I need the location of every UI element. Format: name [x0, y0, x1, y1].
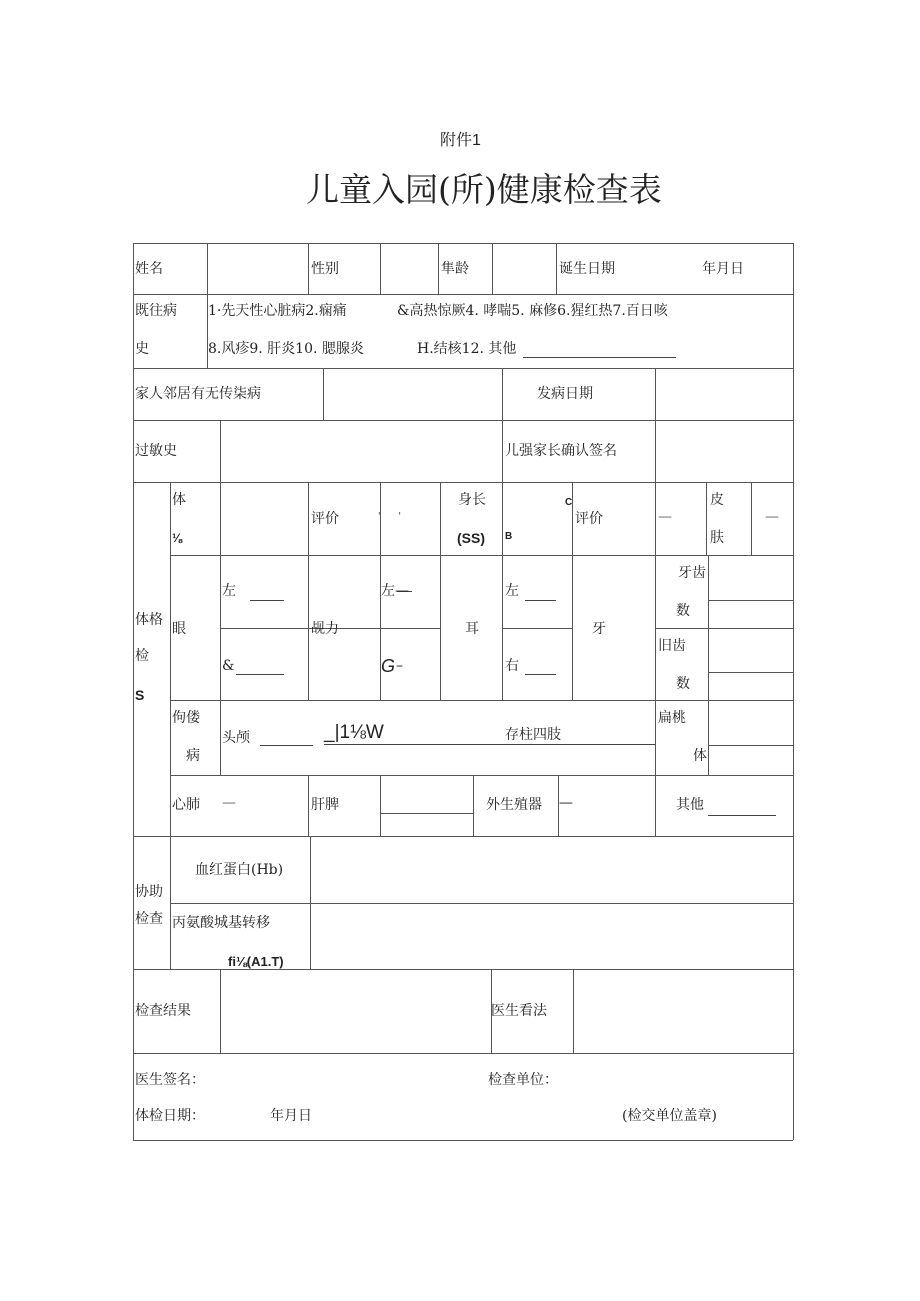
tick-marks: ' ': [378, 512, 401, 522]
grid-line: [133, 1140, 793, 1141]
grid-line: [170, 775, 793, 776]
grid-line: [133, 836, 793, 837]
vision-left-label: 左—: [381, 583, 409, 599]
blank-underline: [523, 357, 676, 358]
grid-line: [655, 420, 656, 482]
vision-label: 觇力: [311, 621, 339, 637]
spine-label: 存柱四肢: [505, 727, 561, 743]
eye-left-label: 左: [222, 583, 236, 599]
blank-underline: [260, 745, 313, 746]
heart-lung-label: 心肺: [172, 797, 200, 813]
page-title: 儿童入园(所)健康检查表: [306, 170, 662, 209]
skull-label: 头颅: [222, 730, 250, 746]
birth-value: 年月日: [702, 261, 744, 277]
unit-label: 检查单位：: [488, 1072, 558, 1088]
grid-line: [706, 482, 707, 555]
date-value: 年月日: [270, 1108, 312, 1124]
hemoglobin-label: 血红蛋白(Hb): [195, 862, 284, 878]
weight-label-2: ⅛: [172, 531, 183, 545]
grid-line: [655, 368, 656, 420]
grid-line: [220, 420, 221, 482]
rickets-label: 佝偻: [172, 710, 200, 726]
opinion-label: 医生看法: [491, 1003, 547, 1019]
grid-line: [170, 555, 793, 556]
blank-underline: [250, 600, 284, 601]
doctor-sign-label: 医生签名：: [135, 1072, 205, 1088]
exam-section-label: 体格: [135, 612, 163, 628]
birth-label: 诞生日期: [559, 261, 615, 277]
contagion-label: 家人邻居有无传柒病: [135, 386, 261, 402]
dash: —: [559, 795, 573, 811]
blank-underline: [708, 815, 776, 816]
grid-line: [708, 672, 793, 673]
dash: —: [658, 509, 672, 525]
dash: —: [765, 509, 779, 525]
history-options-1a: 1·先天性心脏病2.痫痛: [208, 303, 347, 319]
grid-line: [170, 482, 171, 969]
mark-b: B: [505, 531, 513, 542]
ear-label: 耳: [465, 621, 479, 637]
grid-line: [793, 243, 794, 1140]
grid-line: [133, 368, 793, 369]
grid-line: [380, 243, 381, 294]
skin-label-2: 肤: [710, 530, 724, 546]
grid-line: [502, 628, 572, 629]
teeth-count-label-2: 数: [676, 603, 690, 619]
grid-line: [380, 775, 381, 836]
grid-line: [308, 775, 309, 836]
ear-left-label: 左: [505, 583, 519, 599]
other-label: 其他: [676, 797, 704, 813]
grid-line: [655, 628, 793, 629]
height-eval-label: 评价: [575, 511, 603, 527]
blank-underline: [324, 744, 655, 745]
weight-eval-label: 评价: [311, 511, 339, 527]
grid-line: [170, 903, 793, 904]
parent-sign-label: 儿强家长确认签名: [505, 443, 617, 459]
grid-line: [308, 243, 309, 294]
tonsil-label: 扁桃: [658, 710, 686, 726]
mark-c: C: [565, 497, 573, 508]
allergy-label: 过敏史: [135, 443, 177, 459]
alt-label-2: fi⅛(A1.T): [228, 954, 284, 969]
old-teeth-label: 旧齿: [658, 638, 686, 654]
grid-line: [556, 243, 557, 294]
grid-line: [572, 482, 573, 700]
height-label-2: (SS): [457, 530, 485, 546]
grid-line: [133, 1053, 793, 1054]
blank-underline: [236, 674, 284, 675]
grid-line: [708, 745, 793, 746]
blank-underline: [525, 674, 556, 675]
grid-line: [380, 813, 473, 814]
grid-line: [133, 243, 793, 244]
exam-section-label-2: 检: [135, 648, 149, 664]
dash: —: [222, 795, 236, 811]
age-label: 隼龄: [441, 261, 469, 277]
gender-label: 性别: [311, 261, 339, 277]
weight-label: 体: [172, 492, 186, 508]
grid-line: [438, 243, 439, 294]
grid-line: [170, 700, 793, 701]
liver-spleen-label: 肝脾: [311, 797, 339, 813]
height-label: 身长: [458, 492, 486, 508]
grid-line: [133, 482, 793, 483]
history-options-2b: H.结核12. 其他: [417, 341, 517, 357]
grid-line: [655, 482, 656, 836]
eye-label: 眼: [172, 621, 186, 637]
vision-right-label: G: [381, 656, 396, 676]
grid-line: [440, 482, 441, 700]
onset-label: 发病日期: [537, 386, 593, 402]
eye-right-label: &: [222, 658, 235, 674]
grid-line: [502, 482, 503, 700]
grid-line: [220, 969, 221, 1053]
history-options-2a: 8.风疹9. 肝炎10. 腮腺炎: [208, 341, 364, 357]
grid-line: [573, 969, 574, 1053]
grid-line: [323, 368, 324, 420]
history-label: 既往病: [135, 303, 177, 319]
old-teeth-label-2: 数: [676, 676, 690, 692]
grid-line: [473, 775, 474, 836]
grid-line: [220, 482, 221, 775]
result-label: 检查结果: [135, 1003, 191, 1019]
alt-label: 丙氨酸城基转移: [172, 915, 270, 931]
grid-line: [308, 482, 309, 700]
grid-line: [492, 243, 493, 294]
blank-underline: [525, 600, 556, 601]
vision-right-dash: –: [396, 658, 403, 674]
teeth-count-label: 牙齿: [678, 565, 706, 581]
grid-line: [133, 294, 793, 295]
rickets-label-2: 病: [186, 748, 200, 764]
lab-label: 协助: [135, 884, 163, 900]
grid-line: [708, 555, 709, 775]
grid-line: [133, 420, 793, 421]
genitals-label: 外生殖器: [486, 797, 542, 813]
stamp-label: (检交单位盖章): [622, 1108, 717, 1124]
chest-label: _|1⅛W: [324, 722, 384, 743]
grid-line: [133, 243, 134, 1140]
grid-line: [708, 600, 793, 601]
grid-line: [310, 836, 311, 969]
attachment-label: 附件1: [440, 132, 481, 149]
exam-section-label-3: S: [135, 687, 145, 703]
skin-label: 皮: [710, 492, 724, 508]
ear-right-label: 右: [505, 658, 519, 674]
date-label: 体检日期：: [135, 1108, 205, 1124]
grid-line: [751, 482, 752, 555]
name-label: 姓名: [135, 261, 163, 277]
tonsil-label-2: 体: [693, 748, 707, 764]
history-options-1b: &高热惊厥4. 哮喘5. 麻修6.猩红热7.百日咳: [397, 303, 668, 319]
grid-line: [502, 368, 503, 420]
history-label-2: 史: [135, 341, 149, 357]
teeth-label: 牙: [592, 621, 606, 637]
lab-label-2: 检查: [135, 911, 163, 927]
grid-line: [502, 420, 503, 482]
